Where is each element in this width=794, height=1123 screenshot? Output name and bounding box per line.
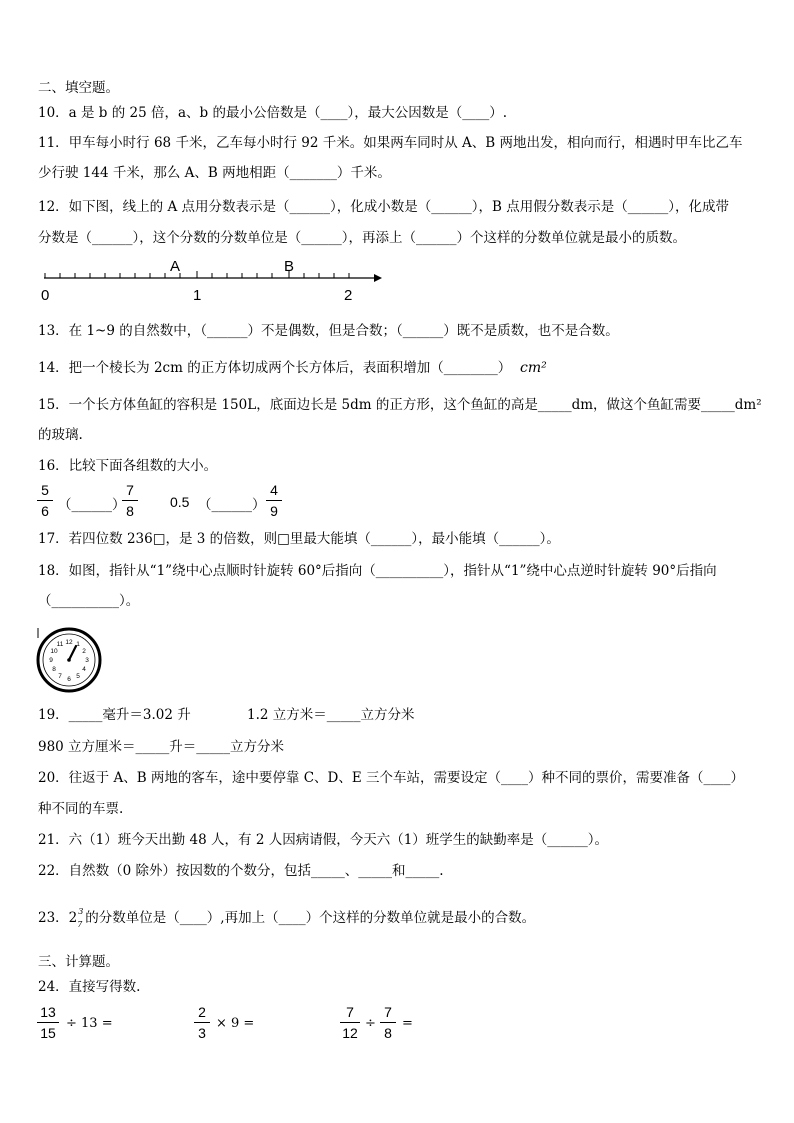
question-15-line2: 的玻璃. bbox=[38, 427, 83, 443]
question-12-line2: 分数是（______），这个分数的分数单位是（______），再添上（______）个这样的分数单位就是最小的质数。 bbox=[38, 230, 686, 246]
clock-number-1: 1 bbox=[76, 641, 80, 648]
question-11-line1: 11．甲车每小时行 68 千米，乙车每小时行 92 千米。如果两车同时从 A、B 两地出发，相向而行，相遇时甲车比乙车 bbox=[38, 135, 743, 151]
question-10: 10．a 是 b 的 25 倍，a、b 的最小公倍数是（____），最大公因数是（____）. bbox=[38, 105, 508, 121]
section-3-heading: 三、计算题。 bbox=[38, 954, 119, 970]
clock-number-8: 8 bbox=[52, 666, 56, 673]
q16-fraction-1 bbox=[37, 482, 53, 519]
clock-number-4: 4 bbox=[82, 666, 86, 673]
clock-number-2: 2 bbox=[82, 648, 86, 655]
q23-prefix: 23．2 bbox=[38, 910, 78, 926]
question-17: 17．若四位数 236□，是 3 的倍数，则□里最大能填（______），最小能填（______）。 bbox=[38, 531, 560, 547]
clock-number-6: 6 bbox=[67, 676, 71, 683]
question-23 bbox=[38, 909, 535, 927]
q24-expr3-equals: = bbox=[402, 1016, 413, 1031]
question-12-line1: 12．如下图，线上的 A 点用分数表示是（______），化成小数是（______），B 点用假分数表示是（______），化成带 bbox=[38, 199, 729, 215]
q23-rest: 的分数单位是（____）,再加上（____）个这样的分数单位就是最小的合数。 bbox=[85, 910, 536, 926]
q24-e1-denominator: 15 bbox=[40, 1025, 56, 1041]
q16-f1-denominator: 6 bbox=[41, 503, 49, 519]
number-line-figure bbox=[36, 256, 386, 308]
q16-f3-numerator: 4 bbox=[266, 482, 282, 501]
number-line-arrow bbox=[374, 274, 382, 282]
question-15-line1: 15．一个长方体鱼缸的容积是 150L，底面边长是 5dm 的正方形，这个鱼缸的高是_____dm，做这个鱼缸需要_____dm² bbox=[38, 397, 762, 413]
q24-expr3-fraction-1 bbox=[340, 1004, 360, 1041]
question-14: 14．把一个棱长为 2cm 的正方体切成两个长方体后，表面积增加（________） bbox=[38, 360, 512, 376]
clock-number-9: 9 bbox=[49, 657, 53, 664]
q24-e1-numerator: 13 bbox=[37, 1004, 59, 1023]
q16-f3-denominator: 9 bbox=[270, 503, 278, 519]
point-a-label: A bbox=[170, 258, 181, 275]
question-19-part-b: 1.2 立方米＝_____立方分米 bbox=[247, 707, 415, 723]
q14-unit-cm2: cm² bbox=[520, 360, 547, 376]
q16-blank-2: （______） bbox=[198, 497, 266, 513]
q24-e2-denominator: 3 bbox=[198, 1025, 206, 1041]
question-13: 13．在 1~9 的自然数中，（______）不是偶数，但是合数；（______）既不是质数，也不是合数。 bbox=[38, 323, 619, 339]
q24-expr2-fraction bbox=[194, 1004, 210, 1041]
question-20-line2: 种不同的车票. bbox=[38, 801, 124, 817]
clock-number-11: 11 bbox=[56, 641, 64, 648]
q23-frac-numerator: 3 bbox=[78, 907, 84, 916]
q24-e3-numerator: 7 bbox=[340, 1004, 360, 1023]
q16-decimal: 0.5 bbox=[170, 494, 190, 510]
q16-fraction-2 bbox=[122, 482, 138, 519]
tick-label-2: 2 bbox=[344, 287, 353, 304]
q16-f2-denominator: 8 bbox=[126, 503, 134, 519]
q24-e3-denominator-2: 8 bbox=[384, 1025, 392, 1041]
question-18-line2: （__________）。 bbox=[38, 593, 140, 609]
q24-e3-denominator: 12 bbox=[342, 1025, 358, 1041]
q16-blank-1: （______） bbox=[58, 497, 126, 513]
q24-e2-numerator: 2 bbox=[194, 1004, 210, 1023]
q24-expr1-operator: ÷ 13 = bbox=[66, 1016, 113, 1031]
clock-number-7: 7 bbox=[58, 673, 62, 680]
clock-number-10: 10 bbox=[50, 648, 58, 655]
clock-figure bbox=[36, 624, 102, 694]
question-21: 21．六（1）班今天出勤 48 人，有 2 人因病请假，今天六（1）班学生的缺勤率是（______）。 bbox=[38, 832, 609, 848]
q24-e3-numerator-2: 7 bbox=[380, 1004, 396, 1023]
q23-small-fraction bbox=[77, 909, 85, 927]
section-2-heading: 二、填空题。 bbox=[38, 80, 119, 96]
tick-label-1: 1 bbox=[193, 287, 202, 304]
question-22: 22．自然数（0 除外）按因数的个数分，包括_____、_____和_____. bbox=[38, 863, 444, 879]
question-18-line1: 18．如图，指针从“1”绕中心点顺时针旋转 60°后指向（__________），指针从“1”绕中心点逆时针旋转 90°后指向 bbox=[38, 563, 717, 579]
clock-center bbox=[67, 658, 71, 662]
q24-expr3-fraction-2 bbox=[380, 1004, 396, 1041]
number-line-ticks bbox=[45, 271, 349, 278]
point-b-label: B bbox=[284, 258, 295, 275]
q16-fraction-3 bbox=[266, 482, 282, 519]
q24-expr1-fraction bbox=[37, 1004, 59, 1041]
q24-expr3-divide: ÷ bbox=[365, 1016, 376, 1031]
clock-number-5: 5 bbox=[76, 673, 80, 680]
q16-f1-numerator: 5 bbox=[37, 482, 53, 501]
question-24: 24．直接写得数. bbox=[38, 979, 141, 995]
question-16: 16．比较下面各组数的大小。 bbox=[38, 458, 218, 474]
question-20-line1: 20．往返于 A、B 两地的客车，途中要停靠 C、D、E 三个车站，需要设定（____）种不同的票价，需要准备（____） bbox=[38, 770, 745, 786]
question-19-part-c: 980 立方厘米＝_____升＝_____立方分米 bbox=[38, 739, 285, 755]
clock-number-3: 3 bbox=[85, 657, 89, 664]
clock-number-12: 12 bbox=[65, 639, 73, 646]
question-11-line2: 少行驶 144 千米，那么 A、B 两地相距（_______）千米。 bbox=[38, 165, 391, 181]
q23-frac-denominator: 7 bbox=[77, 920, 83, 929]
tick-label-0: 0 bbox=[41, 287, 50, 304]
q24-expr2-operator: × 9 = bbox=[216, 1016, 255, 1031]
q16-f2-numerator: 7 bbox=[122, 482, 138, 501]
question-19-part-a: 19．_____毫升＝3.02 升 bbox=[38, 707, 191, 723]
